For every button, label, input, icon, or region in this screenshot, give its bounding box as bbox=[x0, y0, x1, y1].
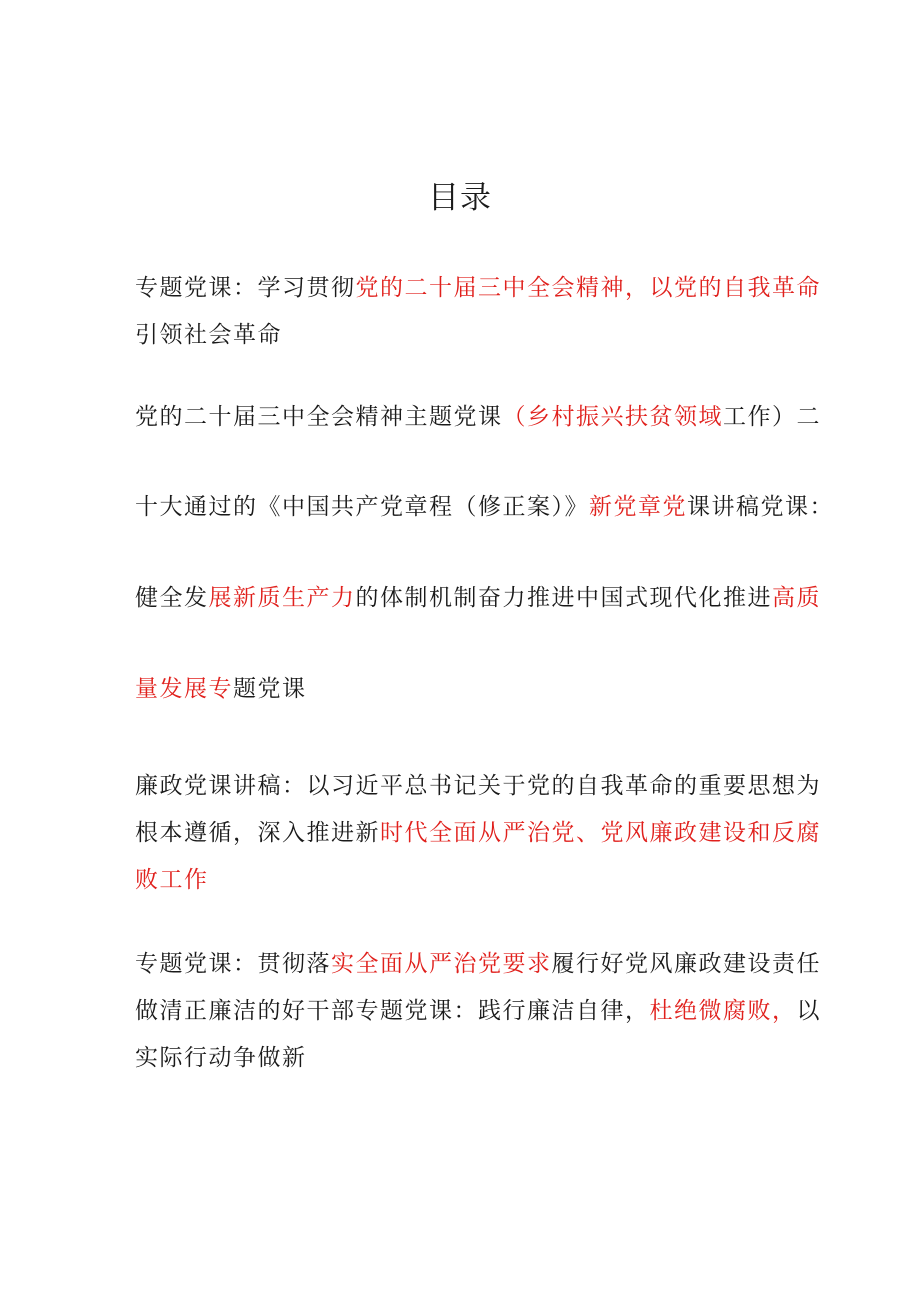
entry-text: 题党课 bbox=[233, 676, 307, 702]
toc-entry[interactable] bbox=[135, 941, 821, 1082]
highlighted-text: 新党章党 bbox=[589, 494, 687, 520]
toc-entry[interactable] bbox=[135, 265, 821, 359]
entry-text: 做清正廉洁的好干部专题党课：践行廉洁自律， bbox=[135, 998, 650, 1024]
toc-entry-line bbox=[135, 575, 821, 622]
highlighted-text: 展新质生产力 bbox=[208, 585, 356, 611]
toc-entry-line bbox=[135, 394, 821, 441]
highlighted-text: 量发展专 bbox=[135, 676, 233, 702]
entry-text: 课讲稿党课： bbox=[687, 494, 834, 520]
entry-text: 健全发 bbox=[135, 585, 209, 611]
toc-entry-line bbox=[135, 941, 821, 988]
entry-text: 专题党课：贯彻落 bbox=[135, 951, 331, 977]
entry-text: 的体制机制奋力推进中国式现代化推进 bbox=[355, 585, 772, 611]
highlighted-text: 党的二十届三中全会精神，以党的自我革命 bbox=[355, 275, 821, 301]
entry-text: 廉政党课讲稿：以习近平总书记关于党的自我革命的重要思想为 bbox=[135, 773, 821, 799]
toc-entry[interactable] bbox=[135, 666, 795, 713]
highlighted-text: 实全面从严治党要求 bbox=[331, 951, 552, 977]
highlighted-text: （乡村振兴扶贫领域 bbox=[502, 404, 723, 430]
toc-entry-line bbox=[135, 857, 795, 904]
toc-entry-line bbox=[135, 1035, 795, 1082]
entry-text: 党的二十届三中全会精神主题党课 bbox=[135, 404, 503, 430]
toc-entry[interactable] bbox=[135, 575, 821, 622]
entry-text: 根本遵循，深入推进新 bbox=[135, 820, 380, 846]
toc-entry-line bbox=[135, 484, 834, 531]
toc-entry[interactable] bbox=[135, 394, 821, 441]
entry-text: 引领社会革命 bbox=[135, 322, 282, 348]
toc-entry-line bbox=[135, 988, 821, 1035]
entry-text: 专题党课：学习贯彻 bbox=[135, 275, 356, 301]
highlighted-text: 败工作 bbox=[135, 867, 209, 893]
entry-text: 以 bbox=[796, 998, 821, 1024]
entry-text: 实际行动争做新 bbox=[135, 1045, 307, 1071]
toc-title: 目录 bbox=[428, 180, 492, 216]
toc-entry[interactable] bbox=[135, 484, 834, 531]
toc-entry-line bbox=[135, 666, 795, 713]
toc-entry-line bbox=[135, 312, 795, 359]
toc-entry-line bbox=[135, 810, 821, 857]
toc-entry-line bbox=[135, 763, 821, 810]
entry-text: 履行好党风廉政建设责任 bbox=[551, 951, 821, 977]
toc-entry-line bbox=[135, 265, 821, 312]
toc-entry[interactable] bbox=[135, 763, 821, 904]
highlighted-text: 杜绝微腐败， bbox=[649, 998, 797, 1024]
highlighted-text: 时代全面从严治党、党风廉政建设和反腐 bbox=[380, 820, 821, 846]
highlighted-text: 高质 bbox=[772, 585, 821, 611]
entry-text: 十大通过的《中国共产党章程（修正案）》 bbox=[135, 494, 589, 520]
entry-text: 工作）二 bbox=[723, 404, 821, 430]
